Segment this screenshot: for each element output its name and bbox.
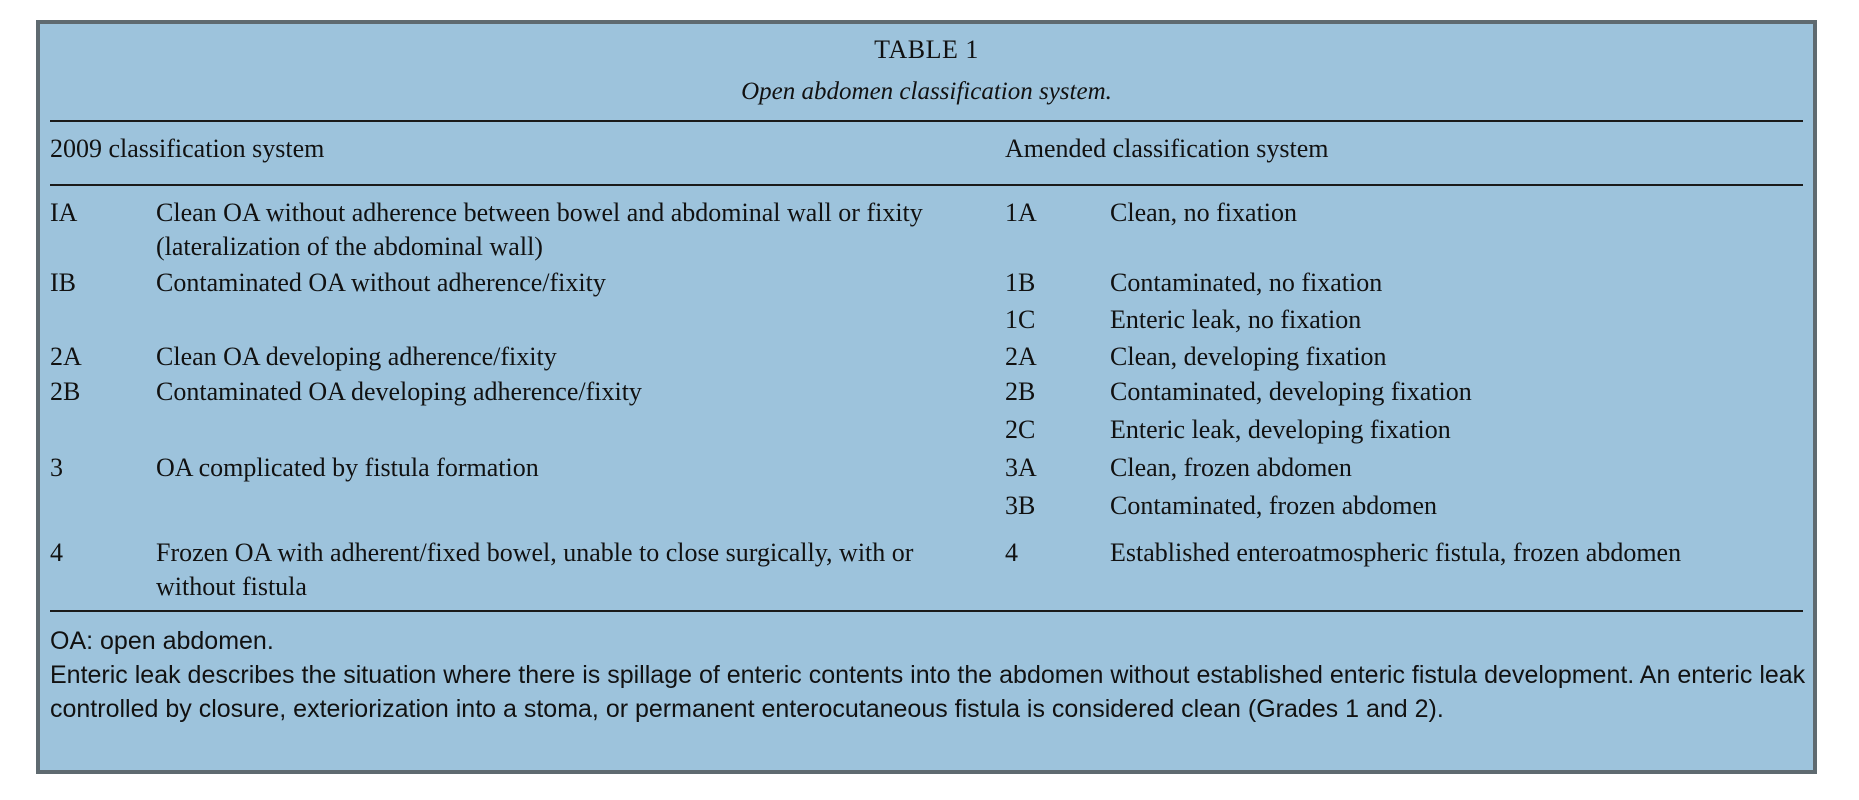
left-row-code: 4 — [50, 538, 63, 567]
right-row-code: 2C — [1005, 415, 1036, 444]
left-row-description: Contaminated OA without adherence/fixity — [156, 268, 606, 297]
table-title: TABLE 1 — [874, 35, 979, 64]
left-row-code: 2B — [50, 377, 81, 406]
header-rule — [50, 184, 1803, 186]
right-row-description: Contaminated, developing fixation — [1110, 377, 1472, 406]
right-row-code: 1C — [1005, 305, 1036, 334]
right-row-description: Clean, no fixation — [1110, 198, 1298, 227]
left-row-description: Frozen OA with adherent/fixed bowel, unable to close surgically, with or without fistula — [156, 538, 914, 601]
left-row-description: Clean OA without adherence between bowel and abdominal wall or fixity (lateralization of the abdominal wall) — [156, 198, 923, 261]
right-row-code: 1B — [1005, 268, 1036, 297]
right-row-description: Clean, frozen abdomen — [1110, 453, 1352, 482]
top-rule — [50, 120, 1803, 122]
right-row-code: 3B — [1005, 491, 1036, 520]
right-row-code: 4 — [1005, 538, 1018, 567]
left-row-description: OA complicated by fistula formation — [156, 453, 539, 482]
right-row-description: Enteric leak, no fixation — [1110, 305, 1362, 334]
left-row-code: 3 — [50, 453, 63, 482]
right-row-code: 2A — [1005, 342, 1037, 371]
column-header-2009: 2009 classification system — [50, 134, 325, 163]
right-row-description: Enteric leak, developing fixation — [1110, 415, 1451, 444]
footnote-enteric-leak: Enteric leak describes the situation where there is spillage of enteric contents into the abdomen without established enteric fistula development. An enteric leak controlled by closure, exteriorization into a stoma, or permanent enterocutaneous fistula is considered clean (Grades 1 and 2). — [50, 661, 1806, 723]
table-frame — [36, 20, 1817, 774]
column-header-amended: Amended classification system — [1005, 134, 1329, 163]
bottom-rule — [50, 610, 1803, 612]
right-row-code: 1A — [1005, 198, 1037, 227]
left-row-description: Contaminated OA developing adherence/fixity — [156, 377, 642, 406]
right-row-description: Contaminated, no fixation — [1110, 268, 1383, 297]
right-row-code: 2B — [1005, 377, 1036, 406]
right-row-code: 3A — [1005, 453, 1037, 482]
right-row-description: Established enteroatmospheric fistula, frozen abdomen — [1110, 538, 1682, 567]
right-row-description: Contaminated, frozen abdomen — [1110, 491, 1438, 520]
right-row-description: Clean, developing fixation — [1110, 342, 1387, 371]
table-caption: Open abdomen classification system. — [741, 78, 1112, 105]
footnote-abbreviation: OA: open abdomen. — [50, 627, 274, 655]
left-row-code: 2A — [50, 342, 82, 371]
left-row-code: IB — [50, 268, 76, 297]
left-row-description: Clean OA developing adherence/fixity — [156, 342, 557, 371]
left-row-code: IA — [50, 198, 78, 227]
